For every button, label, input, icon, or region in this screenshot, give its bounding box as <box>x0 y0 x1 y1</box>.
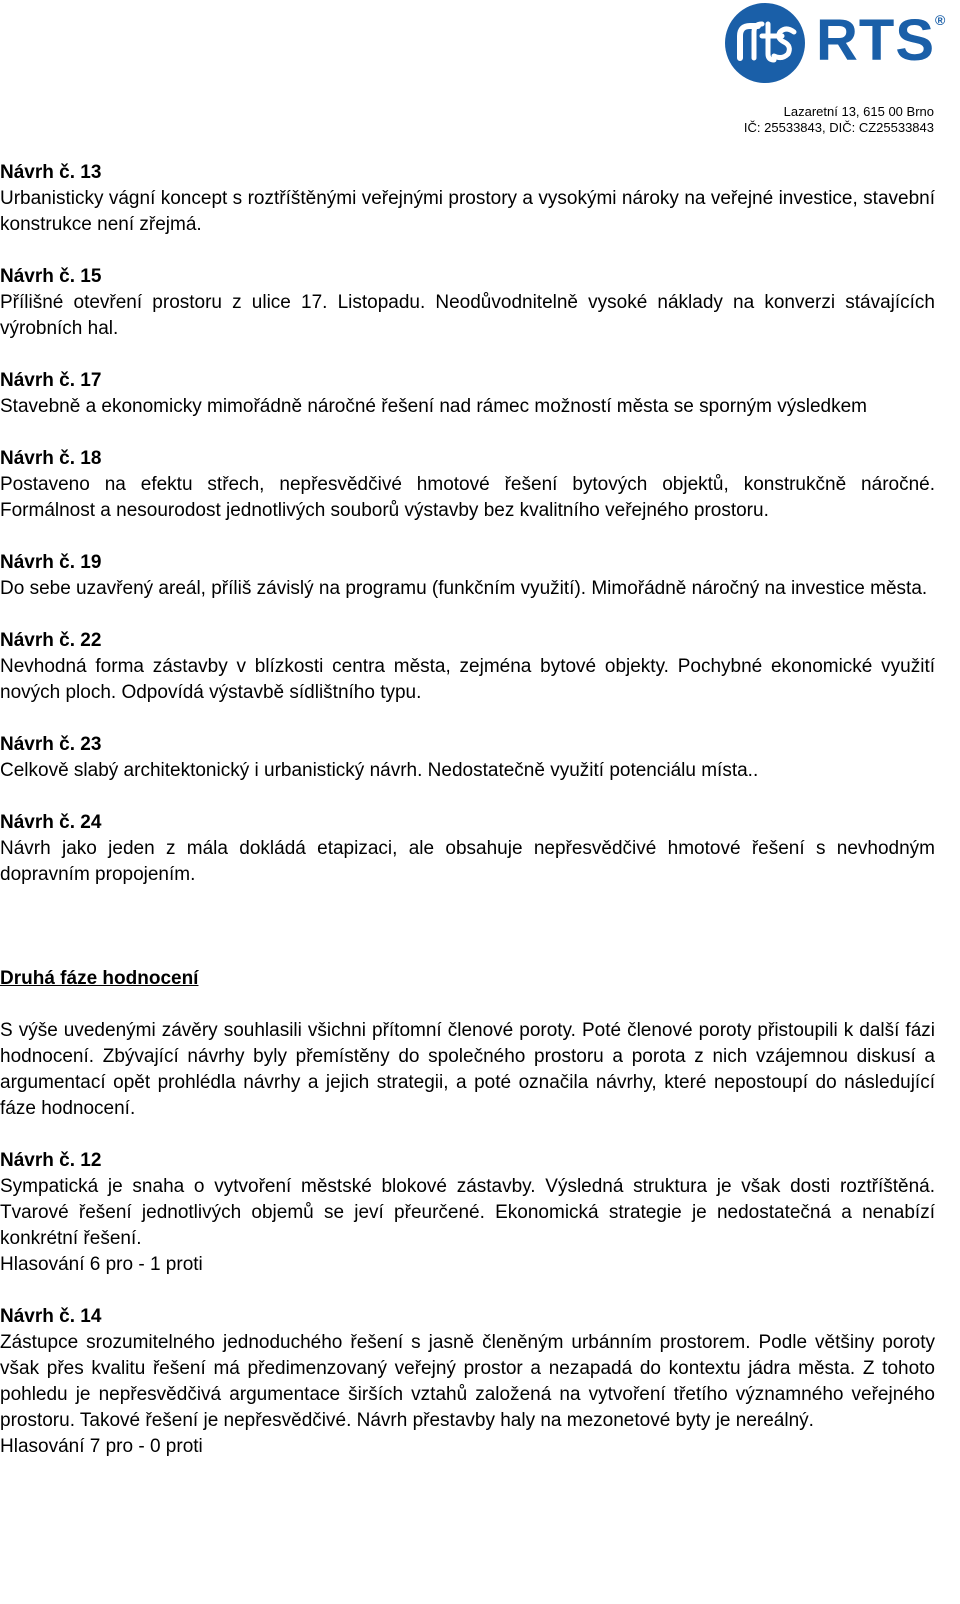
proposal-text: Návrh jako jeden z mála dokládá etapizaci, ale obsahuje nepřesvědčivé hmotové řešení s nevhodným dopravním propojením. <box>0 838 935 885</box>
section-heading: Druhá fáze hodnocení <box>0 968 199 989</box>
proposal-entry-18 <box>0 446 935 524</box>
proposal-text: Nevhodná forma zástavby v blízkosti centra města, zejména bytové objekty. Pochybné ekonomické využití nových ploch. Odpovídá výstavbě sídlištního typu. <box>0 656 935 703</box>
proposal-title: Návrh č. 17 <box>0 370 102 391</box>
company-id-line: IČ: 25533843, DIČ: CZ25533843 <box>743 120 934 135</box>
proposal-entry-13 <box>0 160 935 238</box>
proposal-title: Návrh č. 12 <box>0 1150 102 1171</box>
rts-logo-mark-icon <box>724 2 806 84</box>
proposal-entry-22 <box>0 628 935 706</box>
proposal-entry-15 <box>0 264 935 342</box>
proposal-text: Do sebe uzavřený areál, příliš závislý na programu (funkčním využití). Mimořádně náročný na investice města. <box>0 578 928 599</box>
proposal-text: Postaveno na efektu střech, nepřesvědčivé hmotové řešení bytových objektů, konstrukčně náročné. Formálnost a nesourodost jednotlivých souborů výstavby bez kvalitního veřejného prostoru. <box>0 474 935 521</box>
proposal-entry-23 <box>0 732 935 784</box>
vote-result: Hlasování 6 pro - 1 proti <box>0 1254 203 1275</box>
proposal-text: Stavebně a ekonomicky mimořádně náročné řešení nad rámec možností města se sporným výsledkem <box>0 396 868 417</box>
proposal-text: Zástupce srozumitelného jednoduchého řešení s jasně členěným urbánním prostorem. Podle většiny poroty však přes kvalitu řešení má předimenzovaný veřejný prostor a nezapadá do kontextu jádra města. Z tohoto pohledu je nepřesvědčivá argumentace širších vztahů založená na vytvoření třetího významného veřejného prostoru. Takové řešení je nepřesvědčivé. Návrh přestavby haly na mezonetové byty je nereálný. <box>0 1332 935 1431</box>
proposal-title: Návrh č. 24 <box>0 812 102 833</box>
proposal-entry-17 <box>0 368 935 420</box>
proposal-title: Návrh č. 13 <box>0 162 102 183</box>
proposal-title: Návrh č. 18 <box>0 448 102 469</box>
proposal-entry-14 <box>0 1304 935 1460</box>
proposal-title: Návrh č. 15 <box>0 266 102 287</box>
document-header <box>634 0 947 140</box>
proposal-entry-19 <box>0 550 935 602</box>
vote-result: Hlasování 7 pro - 0 proti <box>0 1436 203 1457</box>
proposal-entry-12 <box>0 1148 935 1278</box>
proposal-title: Návrh č. 22 <box>0 630 102 651</box>
proposal-text: Celkově slabý architektonický i urbanistický návrh. Nedostatečně využití potenciálu místa.. <box>0 760 759 781</box>
logo-wordmark: RTS® <box>816 8 947 73</box>
document-body <box>0 160 935 1486</box>
address-line: Lazaretní 13, 615 00 Brno <box>783 104 934 119</box>
proposal-title: Návrh č. 14 <box>0 1306 102 1327</box>
proposal-text: Přílišné otevření prostoru z ulice 17. Listopadu. Neodůvodnitelně vysoké náklady na konverzi stávajících výrobních hal. <box>0 292 935 339</box>
proposal-title: Návrh č. 23 <box>0 734 102 755</box>
company-address <box>744 104 934 136</box>
rts-logo <box>724 2 947 86</box>
section-paragraph: S výše uvedenými závěry souhlasili všichni přítomní členové poroty. Poté členové poroty přistoupili k další fázi hodnocení. Zbývající návrhy byly přemístěny do společného prostoru a porota z nich vzájemnou diskusí a argumentací opět prohlédla návrhy a jejich strategii, a poté označila návrhy, které nepostoupí do následující fáze hodnocení. <box>0 1020 935 1119</box>
proposal-entry-24 <box>0 810 935 888</box>
proposal-text: Sympatická je snaha o vytvoření městské blokové zástavby. Výsledná struktura je však dosti roztříštěná. Tvarové řešení jednotlivých objemů se jeví přeurčené. Ekonomická strategie je nedostatečná a nenabízí konkrétní řešení. <box>0 1176 935 1249</box>
proposal-text: Urbanisticky vágní koncept s roztříštěnými veřejnými prostory a vysokými nároky na veřejné investice, stavební konstrukce není zřejmá. <box>0 188 935 235</box>
proposal-title: Návrh č. 19 <box>0 552 102 573</box>
